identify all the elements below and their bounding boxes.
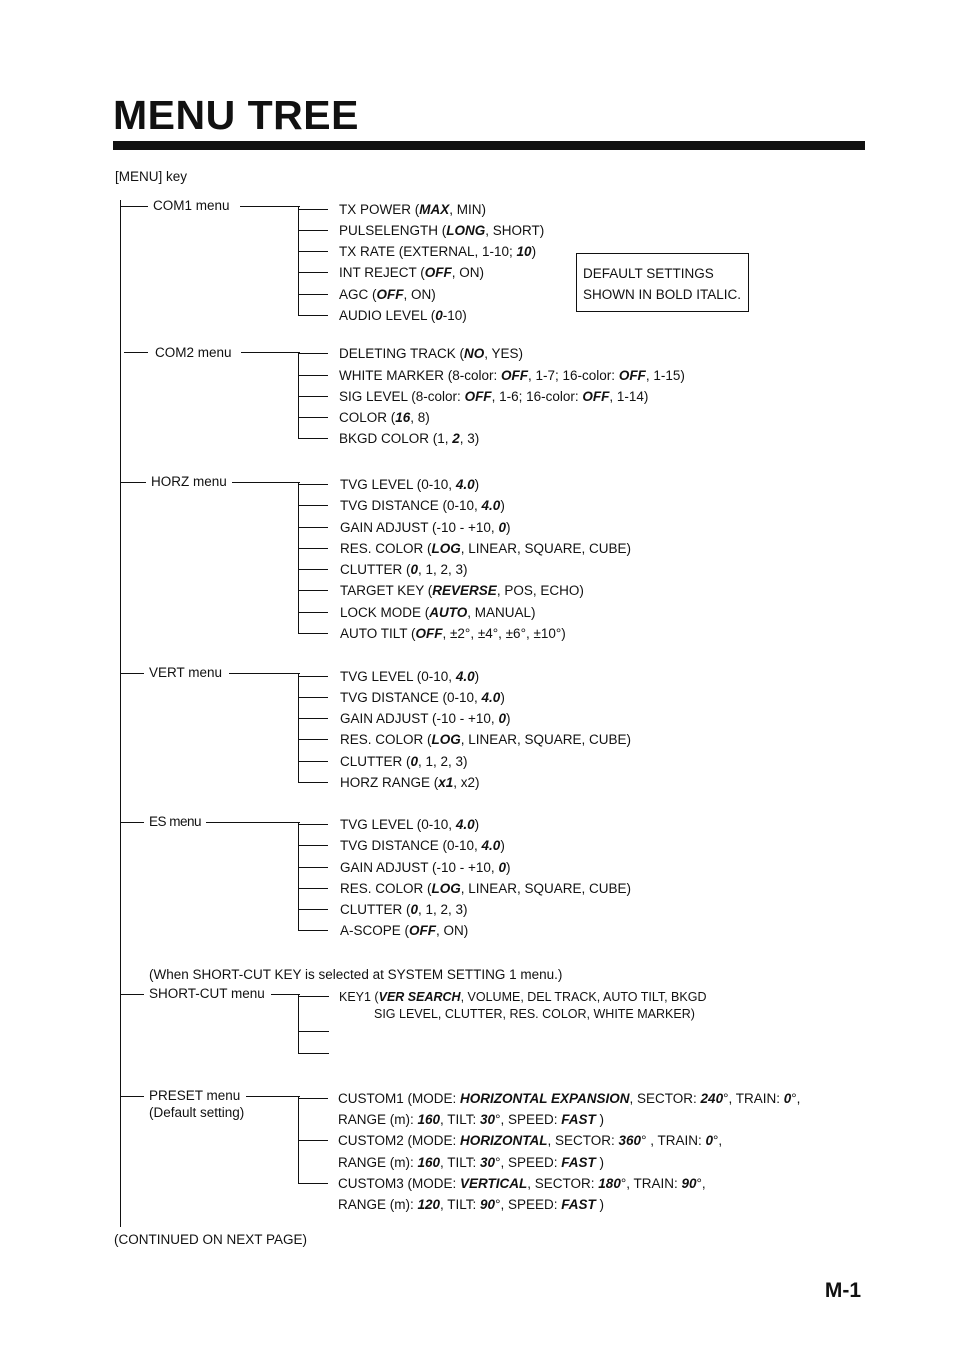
- default-value: AUTO: [429, 605, 468, 620]
- tick: [298, 739, 328, 740]
- option-text: CLUTTER (: [340, 562, 411, 577]
- default-value: HORIZONTAL EXPANSION: [460, 1091, 630, 1106]
- horz-item: [340, 477, 479, 493]
- tick: [298, 612, 328, 613]
- horz-item: [340, 605, 536, 621]
- vert-menu-label: VERT menu: [149, 665, 223, 680]
- option-text: ): [505, 711, 511, 726]
- default-value: OFF: [464, 389, 492, 404]
- default-value: 0: [498, 520, 506, 535]
- horz-menu-label: HORZ menu: [151, 474, 227, 489]
- sub-trunk-es: [298, 822, 299, 930]
- default-settings-note: [576, 253, 749, 312]
- horz-item: [340, 626, 566, 642]
- tick: [298, 484, 328, 485]
- option-text: °, SPEED:: [495, 1155, 562, 1170]
- connector-vert: [229, 673, 300, 674]
- option-text: ): [474, 477, 480, 492]
- option-text: , x2): [453, 775, 480, 790]
- com2-item: [339, 431, 479, 447]
- tick: [298, 375, 328, 376]
- option-text: BKGD COLOR (1,: [339, 431, 453, 446]
- default-value: 240: [700, 1091, 724, 1106]
- option-text: GAIN ADJUST (-10 - +10,: [340, 711, 499, 726]
- menu-key-label: [MENU] key: [115, 169, 188, 184]
- option-text: PULSELENGTH (: [339, 223, 447, 238]
- option-text: -10): [442, 308, 467, 323]
- default-value: FAST: [561, 1112, 596, 1127]
- default-value: OFF: [618, 368, 646, 383]
- option-text: ): [595, 1112, 605, 1127]
- option-text: , MIN): [449, 202, 486, 217]
- option-text: RANGE (m):: [338, 1112, 418, 1127]
- connector-horz: [232, 482, 300, 483]
- com1-item: [339, 202, 486, 218]
- default-value: 30: [480, 1155, 496, 1170]
- option-text: INT REJECT (: [339, 265, 425, 280]
- default-value: 16: [395, 410, 411, 425]
- default-value: 4.0: [481, 838, 501, 853]
- default-value: 90: [480, 1197, 496, 1212]
- es-item: [340, 902, 468, 918]
- preset-item: [338, 1197, 604, 1213]
- default-value: FAST: [561, 1155, 596, 1170]
- tick: [298, 761, 328, 762]
- default-value: OFF: [415, 626, 443, 641]
- default-value: 0: [410, 902, 419, 917]
- horz-item: [340, 498, 505, 514]
- com2-item: [339, 389, 648, 405]
- option-text: , ON): [403, 287, 436, 302]
- note-line-1: DEFAULT SETTINGS: [583, 266, 714, 281]
- branch-preset: [120, 1096, 144, 1097]
- option-text: ): [595, 1155, 605, 1170]
- sub-trunk-shortcut: [298, 994, 299, 1053]
- option-text: , MANUAL): [467, 605, 536, 620]
- tick: [298, 697, 328, 698]
- connector-com2: [241, 352, 300, 353]
- option-text: TVG DISTANCE (0-10,: [340, 690, 482, 705]
- preset-item: [338, 1133, 722, 1149]
- horz-item: [340, 583, 584, 599]
- tick: [298, 272, 328, 273]
- option-text: WHITE MARKER (8-color:: [339, 368, 502, 383]
- com2-item: [339, 346, 523, 362]
- option-text: RES. COLOR (: [340, 541, 432, 556]
- option-text: AGC (: [339, 287, 377, 302]
- tick: [298, 396, 328, 397]
- option-text: °, SPEED:: [495, 1197, 562, 1212]
- preset-item: [338, 1155, 604, 1171]
- option-text: LOCK MODE (: [340, 605, 430, 620]
- tick: [298, 782, 328, 783]
- tick: [298, 1031, 329, 1032]
- option-text: TVG DISTANCE (0-10,: [340, 838, 482, 853]
- sub-trunk-com1: [298, 206, 299, 315]
- horz-item: [340, 562, 468, 578]
- option-text: TVG DISTANCE (0-10,: [340, 498, 482, 513]
- option-text: ): [505, 520, 511, 535]
- tick: [298, 930, 328, 931]
- option-text: ): [531, 244, 537, 259]
- tick: [298, 996, 329, 997]
- default-value: 0: [498, 711, 506, 726]
- es-item: [340, 881, 631, 897]
- option-text: , TILT:: [440, 1197, 481, 1212]
- tick: [298, 251, 328, 252]
- option-text: ° , TRAIN:: [641, 1133, 706, 1148]
- tick: [298, 230, 328, 231]
- tick: [298, 353, 328, 354]
- default-value: 0: [410, 562, 419, 577]
- com2-item: [339, 410, 430, 426]
- page-number: M-1: [824, 1279, 861, 1302]
- com1-item: [339, 223, 544, 239]
- tick: [298, 845, 328, 846]
- option-text: , ON): [436, 923, 469, 938]
- tick: [298, 590, 328, 591]
- tick: [298, 1183, 328, 1184]
- option-text: , TILT:: [440, 1112, 481, 1127]
- option-text: CLUTTER (: [340, 754, 411, 769]
- default-value: x1: [438, 775, 454, 790]
- vert-item: [340, 711, 510, 727]
- branch-horz: [120, 482, 146, 483]
- title-rule: [113, 141, 865, 150]
- option-text: HORZ RANGE (: [340, 775, 439, 790]
- default-value: 360: [618, 1133, 642, 1148]
- option-text: TARGET KEY (: [340, 583, 433, 598]
- option-text: TVG LEVEL (0-10,: [340, 669, 456, 684]
- default-value: HORIZONTAL: [460, 1133, 548, 1148]
- tick: [298, 505, 328, 506]
- option-text: , LINEAR, SQUARE, CUBE): [460, 881, 632, 896]
- preset-menu-label: PRESET menu: [149, 1088, 241, 1103]
- option-text: GAIN ADJUST (-10 - +10,: [340, 520, 499, 535]
- option-text: ): [500, 498, 505, 513]
- default-value: 90: [681, 1176, 697, 1191]
- tick: [298, 888, 328, 889]
- option-text: CUSTOM2 (MODE:: [338, 1133, 461, 1148]
- preset-item: [338, 1176, 706, 1192]
- option-text: , SECTOR:: [629, 1091, 701, 1106]
- option-text: , SECTOR:: [547, 1133, 619, 1148]
- option-text: TX RATE (EXTERNAL, 1-10;: [339, 244, 517, 259]
- option-text: , 1, 2, 3): [418, 754, 468, 769]
- default-value: OFF: [376, 287, 404, 302]
- option-text: , 1-6; 16-color:: [491, 389, 583, 404]
- note-line-2: SHOWN IN BOLD ITALIC.: [583, 287, 742, 302]
- default-value: VERTICAL: [460, 1176, 528, 1191]
- es-item: [340, 838, 505, 854]
- option-text: °,: [713, 1133, 723, 1148]
- option-text: °, SPEED:: [495, 1112, 562, 1127]
- horz-item: [340, 541, 631, 557]
- default-value: MAX: [419, 202, 450, 217]
- es-item: [340, 923, 468, 939]
- default-value: NO: [464, 346, 485, 361]
- option-text: , YES): [484, 346, 524, 361]
- option-text: COLOR (: [339, 410, 396, 425]
- default-value: 0: [410, 754, 419, 769]
- option-text: RES. COLOR (: [340, 881, 432, 896]
- tick: [298, 569, 328, 570]
- default-value: LOG: [431, 881, 461, 896]
- option-text: CUSTOM3 (MODE:: [338, 1176, 461, 1191]
- preset-item: [338, 1091, 800, 1107]
- default-value: 30: [480, 1112, 496, 1127]
- option-text: °,: [791, 1091, 801, 1106]
- default-value: 0: [705, 1133, 713, 1148]
- option-text: °, TRAIN:: [723, 1091, 784, 1106]
- branch-com1: [120, 206, 148, 207]
- option-text: ): [500, 690, 505, 705]
- connector-shortcut: [271, 994, 300, 995]
- option-text: , VOLUME, DEL TRACK, AUTO TILT, BKGD: [460, 990, 707, 1004]
- option-text: ): [474, 817, 480, 832]
- sub-trunk-com2: [298, 352, 299, 438]
- option-text: , ON): [451, 265, 485, 280]
- option-text: TVG LEVEL (0-10,: [340, 477, 456, 492]
- default-value: LOG: [431, 541, 461, 556]
- default-value: OFF: [501, 368, 529, 383]
- option-text: RANGE (m):: [338, 1155, 418, 1170]
- default-value: LONG: [446, 223, 486, 238]
- tick: [298, 909, 328, 910]
- vert-item: [340, 754, 468, 770]
- continued-note: (CONTINUED ON NEXT PAGE): [114, 1232, 308, 1247]
- option-text: A-SCOPE (: [340, 923, 410, 938]
- option-text: , 1-15): [645, 368, 685, 383]
- tick: [298, 867, 328, 868]
- option-text: ): [595, 1197, 605, 1212]
- option-text: , LINEAR, SQUARE, CUBE): [460, 732, 632, 747]
- default-value: LOG: [431, 732, 461, 747]
- default-value: 0: [783, 1091, 792, 1106]
- default-value: 120: [417, 1197, 441, 1212]
- tick: [298, 315, 328, 316]
- option-text: °, TRAIN:: [620, 1176, 682, 1191]
- option-text: SIG LEVEL (8-color:: [339, 389, 465, 404]
- default-value: 4.0: [481, 690, 501, 705]
- option-text: RANGE (m):: [338, 1197, 418, 1212]
- default-value: 160: [417, 1155, 441, 1170]
- com1-item: [339, 244, 536, 260]
- option-text: , SHORT): [485, 223, 545, 238]
- tick: [298, 676, 328, 677]
- preset-sublabel: (Default setting): [149, 1105, 245, 1120]
- default-value: 180: [598, 1176, 621, 1191]
- es-menu-label: ES menu: [149, 814, 202, 829]
- option-text: SIG LEVEL, CLUTTER, RES. COLOR, WHITE MARKER): [374, 1007, 695, 1021]
- horz-item: [340, 520, 510, 536]
- option-text: ): [500, 838, 505, 853]
- default-value: 10: [516, 244, 532, 259]
- tick: [298, 824, 328, 825]
- branch-com2: [124, 352, 148, 353]
- default-value: OFF: [409, 923, 437, 938]
- option-text: , ±2°, ±4°, ±6°, ±10°): [442, 626, 566, 641]
- shortcut-menu-label: SHORT-CUT menu: [149, 986, 265, 1001]
- shortcut-item: [339, 989, 706, 1005]
- default-value: 4.0: [455, 669, 475, 684]
- tick: [298, 209, 328, 210]
- com1-menu-label: COM1 menu: [153, 198, 230, 213]
- vert-item: [340, 669, 479, 685]
- option-text: ): [505, 860, 511, 875]
- option-text: , TILT:: [440, 1155, 481, 1170]
- default-value: VER SEARCH: [378, 990, 461, 1004]
- option-text: DELETING TRACK (: [339, 346, 465, 361]
- option-text: KEY1 (: [339, 990, 379, 1004]
- shortcut-note: (When SHORT-CUT KEY is selected at SYSTEM SETTING 1 menu.): [149, 967, 563, 982]
- option-text: CUSTOM1 (MODE:: [338, 1091, 461, 1106]
- tick: [298, 1053, 329, 1054]
- com2-menu-label: COM2 menu: [155, 345, 232, 360]
- tick: [298, 527, 328, 528]
- option-text: °,: [696, 1176, 706, 1191]
- option-text: , 3): [459, 431, 480, 446]
- default-value: 2: [452, 431, 460, 446]
- connector-com1: [240, 206, 300, 207]
- option-text: TVG LEVEL (0-10,: [340, 817, 456, 832]
- option-text: , 8): [410, 410, 430, 425]
- com2-item: [339, 368, 685, 384]
- tick: [298, 548, 328, 549]
- default-value: 0: [435, 308, 443, 323]
- option-text: ): [474, 669, 480, 684]
- tick: [298, 1098, 328, 1099]
- shortcut-item: [374, 1006, 695, 1022]
- option-text: , 1, 2, 3): [418, 902, 468, 917]
- option-text: AUTO TILT (: [340, 626, 416, 641]
- default-value: 4.0: [481, 498, 501, 513]
- option-text: , 1-14): [609, 389, 649, 404]
- es-item: [340, 860, 510, 876]
- option-text: RES. COLOR (: [340, 732, 432, 747]
- connector-preset: [246, 1096, 300, 1097]
- default-value: OFF: [582, 389, 610, 404]
- com1-item: [339, 308, 467, 324]
- tick: [298, 633, 328, 634]
- branch-vert: [120, 673, 144, 674]
- tree-trunk: [120, 200, 121, 1227]
- page-title: MENU TREE: [113, 92, 359, 138]
- tick: [298, 718, 328, 719]
- tick: [298, 1140, 328, 1141]
- option-text: AUDIO LEVEL (: [339, 308, 436, 323]
- option-text: CLUTTER (: [340, 902, 411, 917]
- option-text: , SECTOR:: [527, 1176, 599, 1191]
- es-item: [340, 817, 479, 833]
- option-text: , 1, 2, 3): [418, 562, 468, 577]
- option-text: , 1-7; 16-color:: [528, 368, 619, 383]
- default-value: FAST: [561, 1197, 596, 1212]
- tick: [298, 417, 328, 418]
- default-value: OFF: [424, 265, 452, 280]
- preset-item: [338, 1112, 604, 1128]
- sub-trunk-vert: [298, 673, 299, 782]
- default-value: 160: [417, 1112, 441, 1127]
- option-text: , POS, ECHO): [496, 583, 584, 598]
- option-text: , LINEAR, SQUARE, CUBE): [460, 541, 632, 556]
- connector-es: [206, 822, 300, 823]
- option-text: GAIN ADJUST (-10 - +10,: [340, 860, 499, 875]
- default-value: REVERSE: [432, 583, 497, 598]
- branch-shortcut: [120, 994, 144, 995]
- tick: [298, 294, 328, 295]
- com1-item: [339, 287, 436, 303]
- option-text: TX POWER (: [339, 202, 420, 217]
- vert-item: [340, 775, 480, 791]
- vert-item: [340, 732, 631, 748]
- vert-item: [340, 690, 505, 706]
- com1-item: [339, 265, 484, 281]
- tick: [298, 438, 328, 439]
- branch-es: [120, 822, 144, 823]
- default-value: 4.0: [455, 817, 475, 832]
- default-value: 4.0: [455, 477, 475, 492]
- default-value: 0: [498, 860, 506, 875]
